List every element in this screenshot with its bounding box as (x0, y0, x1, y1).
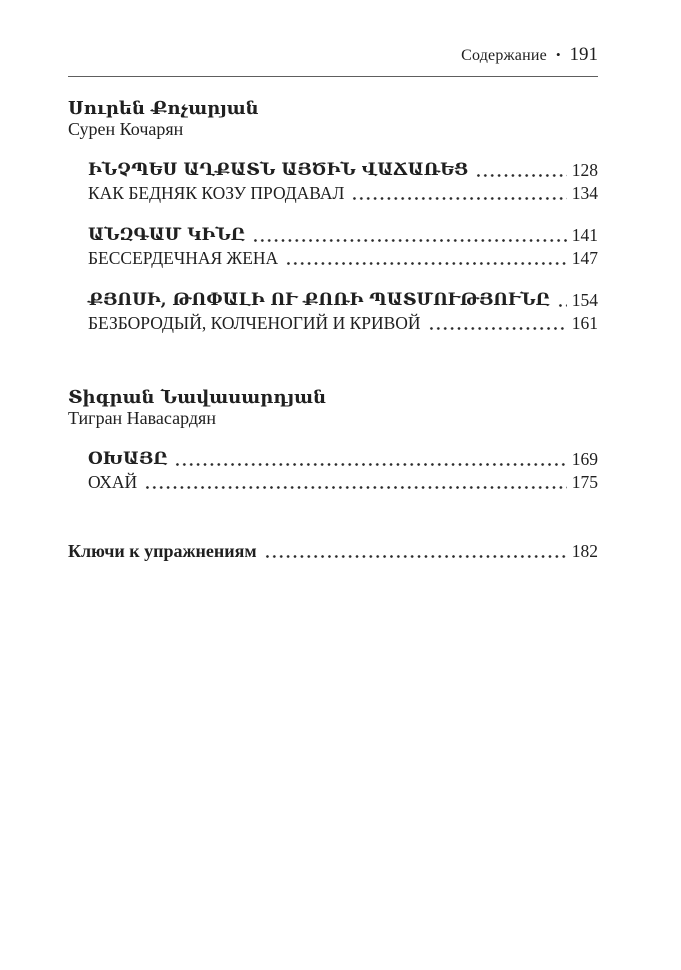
entry-title: ОХАЙ (88, 472, 138, 492)
entry-title: БЕССЕРДЕЧНАЯ ЖЕНА (88, 248, 279, 268)
toc-entry-pair (88, 159, 598, 205)
dot-leader (351, 182, 566, 205)
entry-page-number: 169 (571, 449, 598, 469)
toc-entry-russian (88, 182, 598, 205)
entry-title: ԻՆՉՊԵՍ ԱՂՔԱՏՆ ԱՅԾԻՆ ՎԱՃԱՌԵՑ (88, 160, 469, 180)
entry-title: ՔՅՈՍԻ, ԹՈՓԱԼԻ ՈՒ ՔՈՌԻ ՊԱՏՄՈՒԹՅՈՒՆԸ (88, 290, 550, 310)
toc-entry-pair (88, 289, 598, 335)
entry-title: ՕԽԱՅԸ (88, 449, 168, 469)
toc-entry-russian (88, 471, 598, 494)
keys-title: Ключи к упражнениям (68, 541, 257, 561)
dot-leader (428, 312, 567, 335)
author-name-russian: Сурен Кочарян (68, 119, 184, 139)
toc-entry-pair (88, 448, 598, 494)
entry-title: БЕЗБОРОДЫЙ, КОЛЧЕНОГИЙ И КРИВОЙ (88, 313, 421, 333)
entry-page-number: 141 (571, 225, 598, 245)
toc-entry-keys (68, 540, 598, 563)
entry-page-number: 128 (571, 160, 598, 180)
bullet-separator-icon: • (555, 47, 561, 62)
entry-page-number: 147 (571, 248, 598, 268)
dot-leader (285, 247, 567, 270)
header-rule (68, 76, 598, 77)
entry-page-number: 182 (571, 541, 598, 561)
running-title: Содержание (461, 47, 547, 64)
toc-entry-russian (88, 312, 598, 335)
toc-entries (68, 159, 598, 335)
toc-entry-pair (88, 224, 598, 270)
author-name-russian: Тигран Навасардян (68, 408, 216, 428)
entry-title: ԱՆԶԳԱՄ ԿԻՆԸ (88, 225, 245, 245)
running-header (68, 44, 598, 66)
entry-title: КАК БЕДНЯК КОЗУ ПРОДАВАЛ (88, 183, 345, 203)
dot-leader (144, 471, 567, 494)
entry-page-number: 161 (571, 313, 598, 333)
toc-entries (68, 448, 598, 494)
author-block (68, 98, 598, 140)
keys-entry-block (68, 540, 598, 563)
dot-leader (252, 224, 567, 247)
toc-entry-armenian (88, 159, 598, 182)
author-name-armenian: Տիգրան Նավասարդյան (68, 387, 327, 408)
dot-leader (264, 540, 567, 563)
entry-page-number: 154 (571, 290, 598, 310)
entry-page-number: 134 (571, 183, 598, 203)
header-page-number: 191 (569, 44, 598, 65)
author-name-armenian: Սուրեն Քոչարյան (68, 98, 259, 119)
dot-leader (475, 159, 566, 182)
toc-entry-armenian (88, 289, 598, 312)
dot-leader (174, 448, 566, 471)
author-block (68, 387, 598, 429)
entry-page-number: 175 (571, 472, 598, 492)
toc-entry-russian (88, 247, 598, 270)
dot-leader (557, 289, 567, 312)
toc-entry-armenian (88, 224, 598, 247)
toc-entry-armenian (88, 448, 598, 471)
